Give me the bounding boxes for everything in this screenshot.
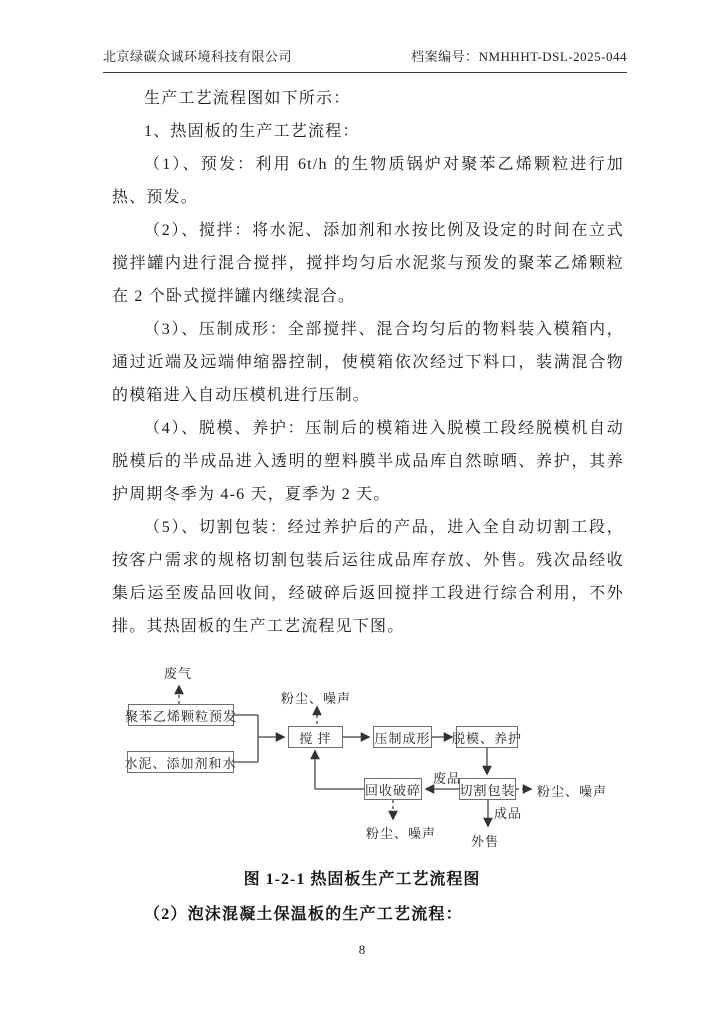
node-pressing: 压制成形	[373, 726, 432, 748]
archive-label: 档案编号：	[411, 49, 479, 64]
paragraph-intro: 生产工艺流程图如下所示：	[144, 90, 351, 107]
paragraph-step2: （2）、搅拌：将水泥、添加剂和水按比例及设定的时间在立式搅拌罐内进行混合搅拌，搅拌均匀后水泥浆与预发的聚苯乙烯颗粒在 2 个卧式搅拌罐内继续混合。	[112, 222, 624, 305]
label-scrap: 废品	[433, 771, 462, 786]
label-dust-noise-right: 粉尘、噪声	[537, 784, 608, 799]
node-recycling: 回收破碎	[364, 778, 422, 800]
next-section-heading: （2）泡沫混凝土保温板的生产工艺流程：	[144, 906, 463, 923]
node-pre-expand: 聚苯乙烯颗粒预发	[128, 704, 234, 726]
edge-recycling-mixing	[315, 751, 364, 789]
paragraph-step4: （4）、脱模、养护：压制后的模箱进入脱模工段经脱模机自动脱模后的半成品进入透明的塑料膜半成品库自然晾晒、养护，其养护周期冬季为 4-6 天，夏季为 2 天。	[112, 420, 624, 503]
body-text	[112, 82, 624, 643]
paragraph-step1: （1）、预发：利用 6t/h 的生物质锅炉对聚苯乙烯颗粒进行加热、预发。	[112, 156, 624, 206]
label-sell-out: 外售	[471, 834, 500, 849]
figure-caption: 图 1-2-1 热固板生产工艺流程图	[243, 871, 481, 888]
archive-value: NMHHHT-DSL-2025-044	[478, 49, 627, 64]
label-finished-product: 成品	[494, 806, 523, 821]
label-dust-noise-bottom: 粉尘、噪声	[366, 826, 437, 841]
flowchart-connectors	[0, 650, 724, 862]
node-cutting: 切割包装	[459, 778, 516, 800]
archive-number	[411, 46, 627, 65]
node-demolding: 脱模、养护	[456, 726, 518, 748]
page-number: 8	[358, 942, 366, 957]
paragraph-step5: （5）、切割包装：经过养护后的产品，进入全自动切割工段，按客户需求的规格切割包装后运往成品库存放、外售。残次品经收集后运至废品回收间，经破碎后返回搅拌工段进行综合利用，不外排。其热固板的生产工艺流程见下图。	[112, 519, 624, 635]
paragraph-step3: （3）、压制成形：全部搅拌、混合均匀后的物料装入模箱内，通过近端及远端伸缩器控制，使模箱依次经过下料口，装满混合物的模箱进入自动压模机进行压制。	[112, 321, 624, 404]
label-waste-gas: 废气	[164, 666, 193, 681]
process-flowchart	[0, 650, 724, 862]
page-header	[103, 46, 627, 73]
node-cement-water: 水泥、添加剂和水	[127, 751, 234, 773]
label-dust-noise-top: 粉尘、噪声	[281, 691, 352, 706]
company-name: 北京绿碳众诚环境科技有限公司	[103, 49, 293, 64]
node-mixing: 搅 拌	[288, 726, 343, 748]
paragraph-item1: 1、热固板的生产工艺流程：	[144, 123, 360, 140]
